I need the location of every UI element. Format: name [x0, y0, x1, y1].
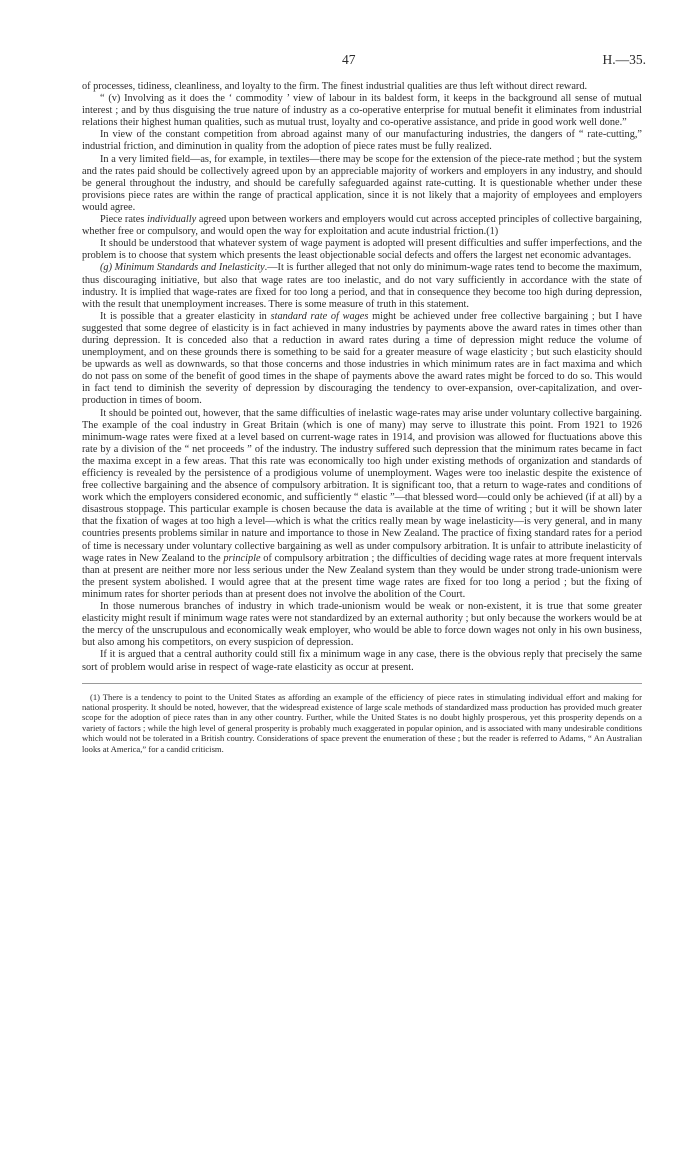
footnote-divider: [82, 683, 642, 684]
text-run: .—It is further alleged that not only do minimum-wage rates tend to become the maximum, thus discouraging initiative, but also that wage rates are too inelastic, and do not vary sufficiently in accordance with the state of industry. It is implied that wage-rates are fixed for too long a period, and that in consequence they become too high during depression, with the result that unemployment increases. There is some measure of truth in this statement.: [82, 262, 642, 310]
text-run: of compulsory arbitration ; the difficulties of deciding wage rates at more frequent intervals than at present are neither more nor less serious under the New Zealand system than they would be under strong trade-unionism were the present system abolished. I would agree that at the present time wage rates are fixed for too long a period ; but the fixing of minimum rates for shorter periods than at present does not involve the abolition of the Court.: [82, 552, 643, 600]
text-run: If it is argued that a central authority could still fix a minimum wage in any case, there is the obvious reply that precisely the same sort of problem would arise in respect of wage-rate elasticity as occur at present.: [82, 649, 642, 673]
italic-text-run: principle: [223, 552, 261, 564]
text-run: agreed upon between workers and employers would cut across accepted principles of collective bargaining, whether free or compulsory, and would open the way for exploitation and acute industrial friction.(1): [82, 214, 642, 238]
italic-text-run: Minimum Standards and Inelasticity: [114, 262, 265, 274]
italic-text-run: standard rate of wages: [270, 310, 369, 322]
body-text: [82, 81, 642, 674]
text-run: of processes, tidiness, cleanliness, and loyalty to the firm. The finest industrial qualities are thus left without direct reward.: [82, 81, 588, 92]
page-number: 47: [342, 52, 356, 67]
body-paragraph: [82, 154, 642, 214]
text-run: It is possible that a greater elasticity in: [100, 310, 271, 322]
body-paragraph: [82, 81, 642, 93]
body-paragraph: [82, 649, 642, 673]
body-paragraph: [82, 311, 642, 408]
italic-text-run: individually: [147, 214, 197, 226]
text-run: Piece rates: [100, 214, 147, 226]
body-paragraph: [82, 408, 642, 602]
document-reference: H.—35.: [602, 52, 646, 67]
page-header: [82, 52, 646, 76]
text-run: In those numerous branches of industry in which trade-unionism would be weak or non-existent, it is true that some greater elasticity might result if minimum wage rates were not standardized by an external authority ; but only because the workers would be at the mercy of the unscrupulous and economically weak employer, who would be able to force down wages not only in his own business, but also among his competitors, on every suspicion of depression.: [82, 601, 642, 649]
text-run: In a very limited field—as, for example, in textiles—there may be scope for the extension of the piece-rate method ; but the system and the rates paid should be collectively agreed upon by an appreciable majority of workers and employers in any industry, and should be general throughout the industry, and should be carefully safeguarded against rate-cutting. It is questionable whether under these provisions piece rates are within the range of practical application, since it is not likely that a majority of employees and employers would agree.: [82, 153, 642, 213]
document-page: [82, 52, 646, 754]
text-run: In view of the constant competition from abroad against many of our manufacturing industries, the dangers of “ rate-cutting,” industrial friction, and diminution in quality from the adoption of piece rates must be fully realized.: [82, 129, 642, 153]
text-run: might be achieved under free collective bargaining ; but I have suggested that some degree of elasticity is in fact achieved in many industries by payments above the award rates in times other than during depression. It is conceded also that a reduction in award rates during a time of depression might reduce the volume of unemployment, and on these grounds there is something to be said for a greater measure of wage elasticity ; but such elasticity should be upwards as well as downwards, so that those concerns and those industries in which minimum rates are in fact maxima and which do not pass on some of the benefit of good times in the shape of payments above the award rates might be forced to do so. This would in fact tend to diminish the severity of depression by discouraging the tendency to over-expansion, over-capitalization, and over-production in times of boom.: [82, 310, 643, 407]
body-paragraph: [82, 214, 642, 238]
text-run: It should be pointed out, however, that the same difficulties of inelastic wage-rates may arise under voluntary collective bargaining. The example of the coal industry in Great Britain (which is one of many) may serve to illustrate this point. From 1921 to 1926 minimum-wage rates were fixed at a level based on current-wage rates in 1914, and provision was allowed for fluctuations above this rate by a division of the “ net proceeds ” of the industry. The industry suffered such depression that the minimum rates became in fact the maxima except in a few areas. That this rate was economically too high under existing methods of organization and standards of efficiency is revealed by the persistence of a prodigious volume of unemployment. Wages were too inelastic despite the existence of free collective bargaining and the absence of compulsory arbitration. It is significant too, that a return to wage-rates and conditions of work which the employers considered economic, and sufficiently “ elastic ”—that blessed word—could only be achieved (if at all) by a disastrous stoppage. This particular example is chosen because the data is available at the time of writing ; but it will be shown later that the fixation of wages at too high a level—which is what the critics really mean by wage inelasticity—is very general, and in many countries presents problems similar in nature and importance to those in New Zealand. The practice of fixing standard rates for a period of time is necessary under voluntary collective bargaining as well as under compulsory arbitration. It is unfair to attribute inelasticity of wage rates in New Zealand to the: [82, 407, 642, 564]
body-paragraph: [82, 93, 642, 129]
footnote: (1) There is a tendency to point to the United States as affording an example of the efficiency of piece rates in stimulating individual effort and making for national prosperity. It should be noted, however, that the widespread existence of large scale methods of standardized mass production has provided much greater scope for the adoption of piece rates than in any other country. Further, while the United States is no doubt highly prosperous, yet this prosperity depends on a variety of factors ; while the high level of general prosperity is probably much exaggerated in popular opinion, and is associated with many undesirable conditions which would not be tolerated in a British country. Considerations of space prevent the enumeration of these ; but the reader is referred to Adams, “ An Australian looks at America,” for a candid criticism.: [82, 691, 642, 754]
body-paragraph: [82, 238, 642, 262]
body-paragraph: [82, 129, 642, 153]
text-run: It should be understood that whatever system of wage payment is adopted will present difficulties and suffer imperfections, and the problem is to choose that system which presents the least objectionable social defects and offers the largest net economic advantages.: [82, 238, 642, 262]
body-paragraph: [82, 601, 642, 649]
body-paragraph: [82, 262, 642, 310]
text-run: “ (v) Involving as it does the ‘ commodity ’ view of labour in its baldest form, it keeps in the background all sense of mutual interest ; and by thus disguising the true nature of industry as a co-operative enterprise for mutual benefit it eliminates from industrial relations their highest human qualities, such as mutual trust, loyalty and co-operative assistance, and pride in good work well done.”: [82, 93, 642, 129]
italic-text-run: (g): [100, 262, 115, 274]
